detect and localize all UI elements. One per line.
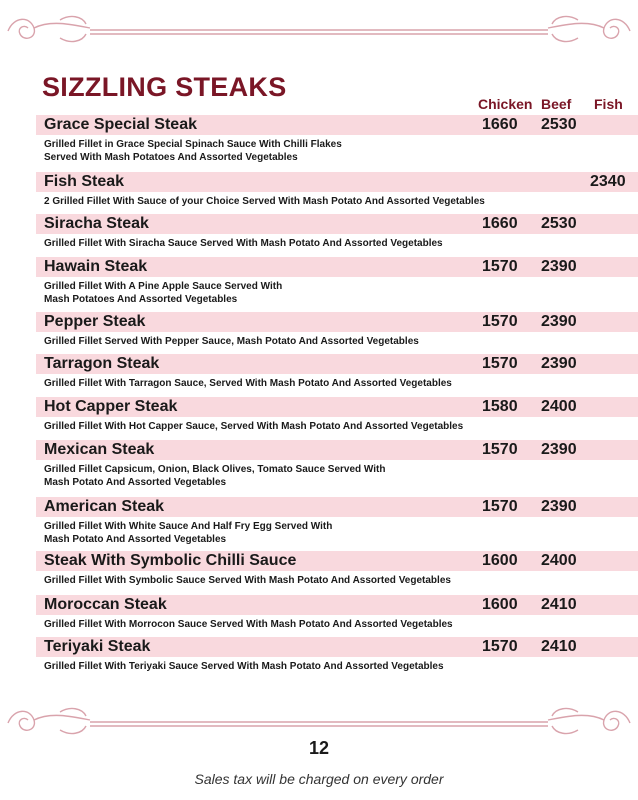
menu-item-hot-capper-steak bbox=[0, 397, 638, 440]
item-name: American Steak bbox=[44, 498, 165, 515]
item-description: Grilled Fillet With Siracha Sauce Served With Mash Potato And Assorted Vegetables bbox=[44, 238, 443, 249]
item-name: Moroccan Steak bbox=[44, 596, 167, 613]
menu-item-hawain-steak bbox=[0, 257, 638, 312]
flourish-ornament-icon bbox=[0, 6, 638, 56]
menu-item-fish-steak bbox=[0, 172, 638, 214]
price-chicken: 1570 bbox=[482, 313, 518, 330]
item-name: Pepper Steak bbox=[44, 313, 146, 330]
item-description: Grilled Fillet With Morrocon Sauce Served With Mash Potato And Assorted Vegetables bbox=[44, 619, 453, 630]
sales-tax-note: Sales tax will be charged on every order bbox=[194, 771, 444, 787]
price-beef: 2390 bbox=[541, 355, 577, 372]
item-header-band bbox=[36, 595, 638, 615]
price-fish: 2340 bbox=[590, 173, 626, 190]
price-chicken: 1570 bbox=[482, 355, 518, 372]
menu-item-moroccan-steak bbox=[0, 595, 638, 637]
menu-item-tarragon-steak bbox=[0, 354, 638, 397]
item-name: Steak With Symbolic Chilli Sauce bbox=[44, 552, 297, 569]
price-beef: 2390 bbox=[541, 258, 577, 275]
top-ornament-divider bbox=[0, 6, 638, 56]
item-description: Grilled Fillet With Tarragon Sauce, Served With Mash Potato And Assorted Vegetables bbox=[44, 378, 452, 389]
menu-item-siracha-steak bbox=[0, 214, 638, 257]
page-number: 12 bbox=[308, 738, 330, 758]
price-beef: 2400 bbox=[541, 398, 577, 415]
item-header-band bbox=[36, 440, 638, 460]
item-name: Hawain Steak bbox=[44, 258, 148, 275]
item-header-band bbox=[36, 637, 638, 657]
price-chicken: 1570 bbox=[482, 638, 518, 655]
price-beef: 2410 bbox=[541, 638, 577, 655]
item-description: 2 Grilled Fillet With Sauce of your Choice Served With Mash Potato And Assorted Vegetables bbox=[44, 196, 485, 207]
item-header-band bbox=[36, 551, 638, 571]
price-beef: 2390 bbox=[541, 313, 577, 330]
item-description: Grilled Fillet With White Sauce And Half Fry Egg Served With Mash Potato And Assorted Vegetables bbox=[44, 521, 333, 545]
price-beef: 2530 bbox=[541, 215, 577, 232]
item-name: Tarragon Steak bbox=[44, 355, 160, 372]
column-header-fish: Fish bbox=[594, 96, 623, 112]
item-header-band bbox=[36, 354, 638, 374]
item-header-band bbox=[36, 115, 638, 135]
item-header-band bbox=[36, 497, 638, 517]
item-description: Grilled Fillet With Symbolic Sauce Served With Mash Potato And Assorted Vegetables bbox=[44, 575, 451, 586]
item-name: Fish Steak bbox=[44, 173, 125, 190]
item-header-band bbox=[36, 397, 638, 417]
column-header-chicken: Chicken bbox=[478, 96, 533, 112]
item-name: Teriyaki Steak bbox=[44, 638, 151, 655]
item-description: Grilled Fillet With Teriyaki Sauce Served With Mash Potato And Assorted Vegetables bbox=[44, 661, 444, 672]
menu-items-list bbox=[0, 115, 638, 679]
price-chicken: 1580 bbox=[482, 398, 518, 415]
item-description: Grilled Fillet Capsicum, Onion, Black Olives, Tomato Sauce Served With Mash Potato And Assorted Vegetables bbox=[44, 464, 386, 488]
item-description: Grilled Fillet With A Pine Apple Sauce Served With Mash Potatoes And Assorted Vegetables bbox=[44, 281, 283, 305]
item-name: Mexican Steak bbox=[44, 441, 155, 458]
item-header-band bbox=[36, 214, 638, 234]
column-header-beef: Beef bbox=[541, 96, 572, 112]
item-description: Grilled Fillet With Hot Capper Sauce, Served With Mash Potato And Assorted Vegetables bbox=[44, 421, 464, 432]
item-header-band bbox=[36, 257, 638, 277]
item-name: Siracha Steak bbox=[44, 215, 149, 232]
menu-item-grace-special-steak bbox=[0, 115, 638, 172]
menu-item-pepper-steak bbox=[0, 312, 638, 354]
price-beef: 2390 bbox=[541, 441, 577, 458]
price-chicken: 1570 bbox=[482, 258, 518, 275]
price-beef: 2400 bbox=[541, 552, 577, 569]
price-chicken: 1600 bbox=[482, 552, 518, 569]
menu-item-american-steak bbox=[0, 497, 638, 551]
menu-section-title: SIZZLING STEAKS bbox=[42, 72, 287, 102]
item-description: Grilled Fillet in Grace Special Spinach Sauce With Chilli Flakes Served With Mash Potatoes And Assorted Vegetables bbox=[44, 139, 342, 163]
item-name: Grace Special Steak bbox=[44, 116, 197, 133]
menu-item-steak-with-symbolic-chilli-sauce bbox=[0, 551, 638, 595]
price-beef: 2390 bbox=[541, 498, 577, 515]
price-chicken: 1660 bbox=[482, 116, 518, 133]
price-chicken: 1600 bbox=[482, 596, 518, 613]
item-description: Grilled Fillet Served With Pepper Sauce, Mash Potato And Assorted Vegetables bbox=[44, 336, 419, 347]
price-beef: 2410 bbox=[541, 596, 577, 613]
price-chicken: 1570 bbox=[482, 498, 518, 515]
price-chicken: 1660 bbox=[482, 215, 518, 232]
item-header-band bbox=[36, 172, 638, 192]
item-name: Hot Capper Steak bbox=[44, 398, 178, 415]
price-chicken: 1570 bbox=[482, 441, 518, 458]
menu-item-mexican-steak bbox=[0, 440, 638, 497]
item-header-band bbox=[36, 312, 638, 332]
menu-item-teriyaki-steak bbox=[0, 637, 638, 679]
price-beef: 2530 bbox=[541, 116, 577, 133]
